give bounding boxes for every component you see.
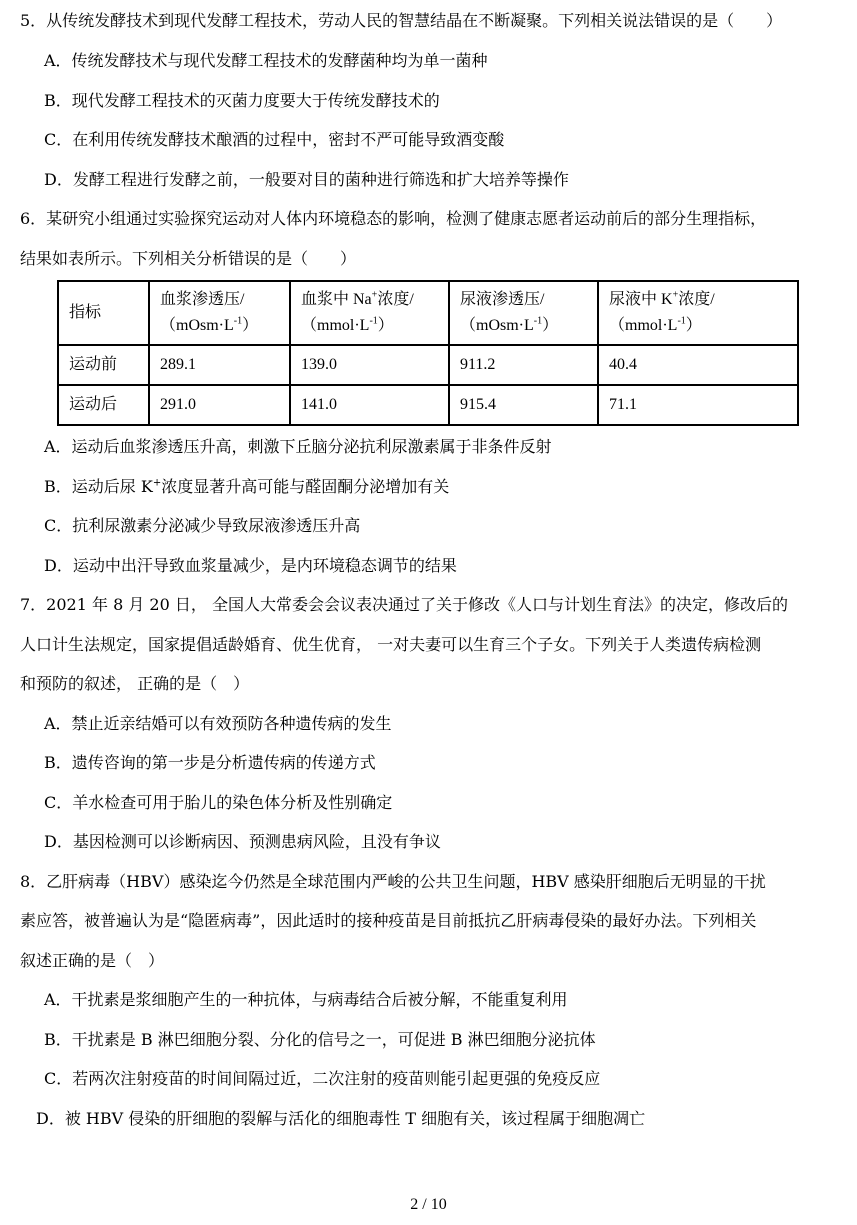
q7-option-d: D．基因检测可以诊断病因、预测患病风险，且没有争议 (44, 832, 441, 851)
q5-option-b: B．现代发酵工程技术的灭菌力度要大于传统发酵技术的 (44, 91, 440, 110)
row-label: 运动前 (58, 345, 149, 385)
table-cell: 915.4 (449, 385, 598, 425)
q7-stem-line2: 人口计生法规定，国家提倡适龄婚育、优生优育， 一对夫妻可以生育三个子女。下列关于人类遗传病检测 (20, 635, 762, 654)
table-cell: 289.1 (149, 345, 290, 385)
q6-option-c: C．抗利尿激素分泌减少导致尿液渗透压升高 (44, 516, 361, 535)
q6-option-b: B．运动后尿 K+浓度显著升高可能与醛固酮分泌增加有关 (44, 477, 450, 496)
q8-option-b: B．干扰素是 B 淋巴细胞分裂、分化的信号之一，可促进 B 淋巴细胞分泌抗体 (44, 1030, 596, 1049)
header-name: 血浆渗透压/ (160, 291, 245, 308)
q8-option-c: C．若两次注射疫苗的时间间隔过近，二次注射的疫苗则能引起更强的免疫反应 (44, 1069, 601, 1088)
q6-option-d: D．运动中出汗导致血浆量减少，是内环境稳态调节的结果 (44, 556, 457, 575)
header-indicator: 指标 (58, 281, 149, 345)
table-cell: 291.0 (149, 385, 290, 425)
q6-data-table (57, 280, 799, 426)
q5-option-d: D．发酵工程进行发酵之前，一般要对目的菌种进行筛选和扩大培养等操作 (44, 170, 569, 189)
q8-stem-line2: 素应答，被普遍认为是“隐匿病毒”，因此适时的接种疫苗是目前抵抗乙肝病毒侵染的最好办法。下列相关 (20, 911, 757, 930)
table-cell: 139.0 (290, 345, 449, 385)
q7-stem-line1: 7．2021 年 8 月 20 日， 全国人大常委会会议表决通过了关于修改《人口与计划生育法》的决定，修改后的 (20, 595, 788, 614)
table-cell: 40.4 (598, 345, 798, 385)
q8-stem-line3: 叙述正确的是（ ） (20, 951, 165, 970)
header-urine-osmolality (449, 281, 598, 345)
q7-option-a: A．禁止近亲结婚可以有效预防各种遗传病的发生 (44, 714, 392, 733)
q8-option-a: A．干扰素是浆细胞产生的一种抗体，与病毒结合后被分解，不能重复利用 (44, 990, 568, 1009)
q5-option-c: C．在利用传统发酵技术酿酒的过程中，密封不严可能导致酒变酸 (44, 130, 505, 149)
q6-option-a: A．运动后血浆渗透压升高，刺激下丘脑分泌抗利尿激素属于非条件反射 (44, 437, 552, 456)
table-cell: 141.0 (290, 385, 449, 425)
q8-option-d: D．被 HBV 侵染的肝细胞的裂解与活化的细胞毒性 T 细胞有关，该过程属于细胞凋亡 (36, 1109, 646, 1128)
q7-stem-line3: 和预防的叙述， 正确的是（ ） (20, 674, 250, 693)
header-unit: $(mmol\cdot L^{-1})$ (609, 315, 702, 334)
q7-option-c: C．羊水检查可用于胎儿的染色体分析及性别确定 (44, 793, 393, 812)
header-name: 尿液中 K+浓度/ (609, 289, 715, 308)
q6-stem-line1: 6．某研究小组通过实验探究运动对人体内环境稳态的影响，检测了健康志愿者运动前后的部分生理指标， (20, 209, 767, 228)
q5-stem: 5．从传统发酵技术到现代发酵工程技术，劳动人民的智慧结晶在不断凝聚。下列相关说法错误的是（ ） (20, 11, 783, 30)
header-plasma-na (290, 281, 449, 345)
q5-option-a: A．传统发酵技术与现代发酵工程技术的发酵菌种均为单一菌种 (44, 51, 488, 70)
header-unit: $(mmol\cdot L^{-1})$ (301, 315, 394, 334)
header-urine-k (598, 281, 798, 345)
table-cell: 71.1 (598, 385, 798, 425)
table-row (58, 345, 798, 385)
q8-stem-line1: 8．乙肝病毒（HBV）感染迄今仍然是全球范围内严峻的公共卫生问题，HBV 感染肝细胞后无明显的干扰 (20, 872, 766, 891)
header-name: 尿液渗透压/ (460, 291, 545, 308)
table-row (58, 385, 798, 425)
q7-option-b: B．遗传咨询的第一步是分析遗传病的传递方式 (44, 753, 376, 772)
header-unit: $(mOsm\cdot L^{-1})$ (460, 315, 559, 334)
header-name: 血浆中 Na+浓度/ (301, 289, 414, 308)
row-label: 运动后 (58, 385, 149, 425)
page-number: 2 / 10 (410, 1196, 447, 1213)
q6-stem-line2: 结果如表所示。下列相关分析错误的是（ ） (20, 249, 357, 268)
table-header-row (58, 281, 798, 345)
header-plasma-osmolality (149, 281, 290, 345)
header-unit: $(mOsm\cdot L^{-1})$ (160, 315, 259, 334)
table-cell: 911.2 (449, 345, 598, 385)
